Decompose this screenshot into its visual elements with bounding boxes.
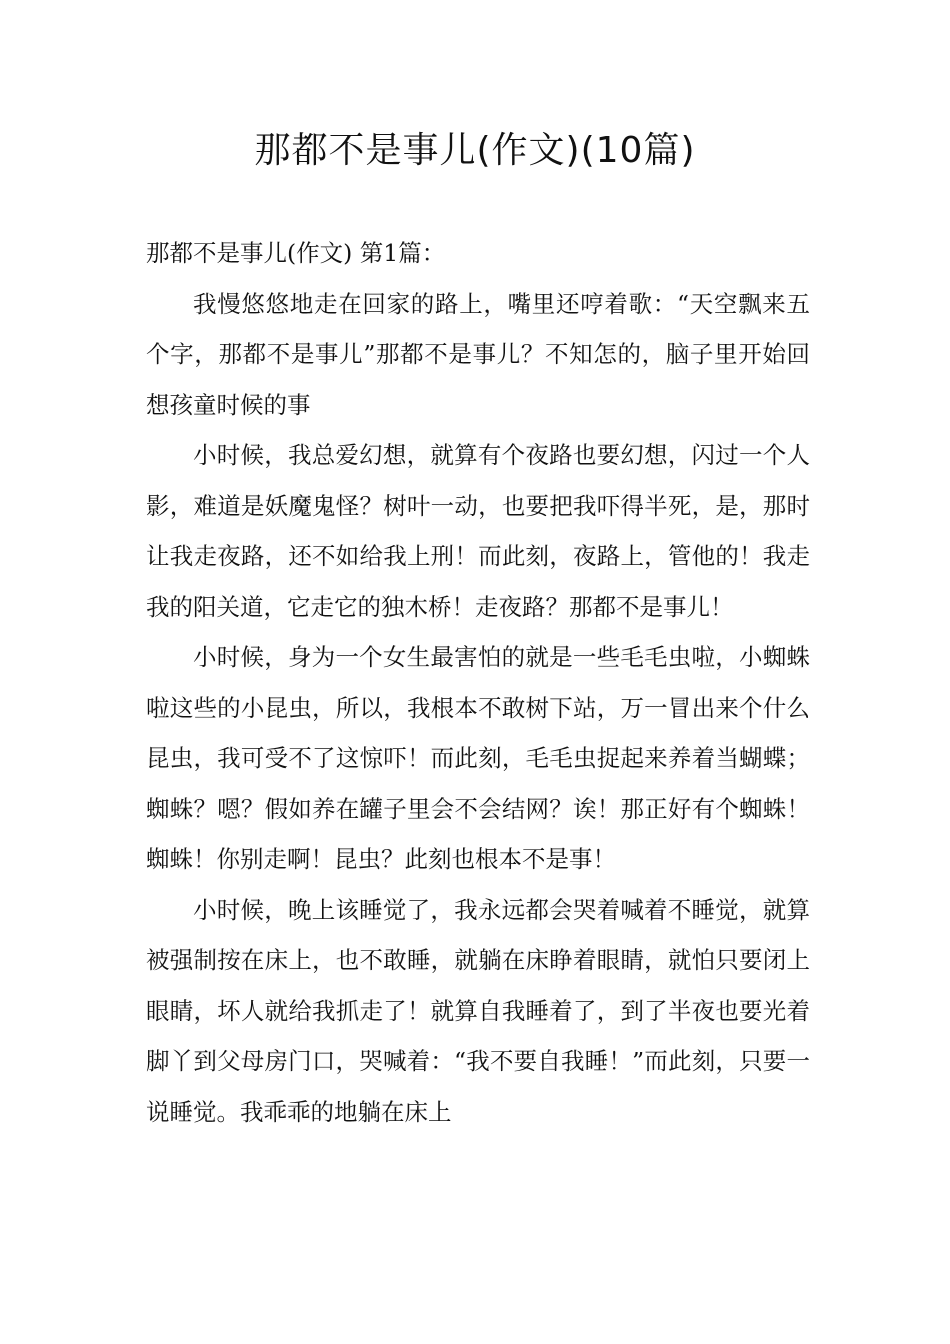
document-title: 那都不是事儿(作文)(10篇) [254, 130, 696, 171]
document-body [146, 228, 810, 1137]
paragraph: 小时候，身为一个女生最害怕的就是一些毛毛虫啦，小蜘蛛啦这些的小昆虫，所以，我根本不敢树下站，万一冒出来个什么昆虫，我可受不了这惊吓！而此刻，毛毛虫捉起来养着当蝴蝶；蜘蛛？嗯？假如养在罐子里会不会结网？诶！那正好有个蜘蛛！蜘蛛！你别走啊！昆虫？此刻也根本不是事！ [146, 643, 810, 873]
paragraph: 我慢悠悠地走在回家的路上，嘴里还哼着歌：“天空飘来五个字，那都不是事儿”那都不是事儿？不知怎的，脑子里开始回想孩童时候的事 [146, 289, 810, 419]
chapter-heading: 那都不是事儿(作文) 第1篇： [146, 239, 446, 267]
paragraph: 小时候，晚上该睡觉了，我永远都会哭着喊着不睡觉，就算被强制按在床上，也不敢睡，就躺在床睁着眼睛，就怕只要闭上眼睛，坏人就给我抓走了！就算自我睡着了，到了半夜也要光着脚丫到父母房门口，哭喊着：“我不要自我睡！”而此刻，只要一说睡觉。我乖乖的地躺在床上 [146, 895, 810, 1126]
paragraph: 小时候，我总爱幻想，就算有个夜路也要幻想，闪过一个人影，难道是妖魔鬼怪？树叶一动，也要把我吓得半死，是，那时让我走夜路，还不如给我上刑！而此刻，夜路上，管他的！我走我的阳关道，它走它的独木桥！走夜路？那都不是事儿！ [146, 441, 810, 621]
